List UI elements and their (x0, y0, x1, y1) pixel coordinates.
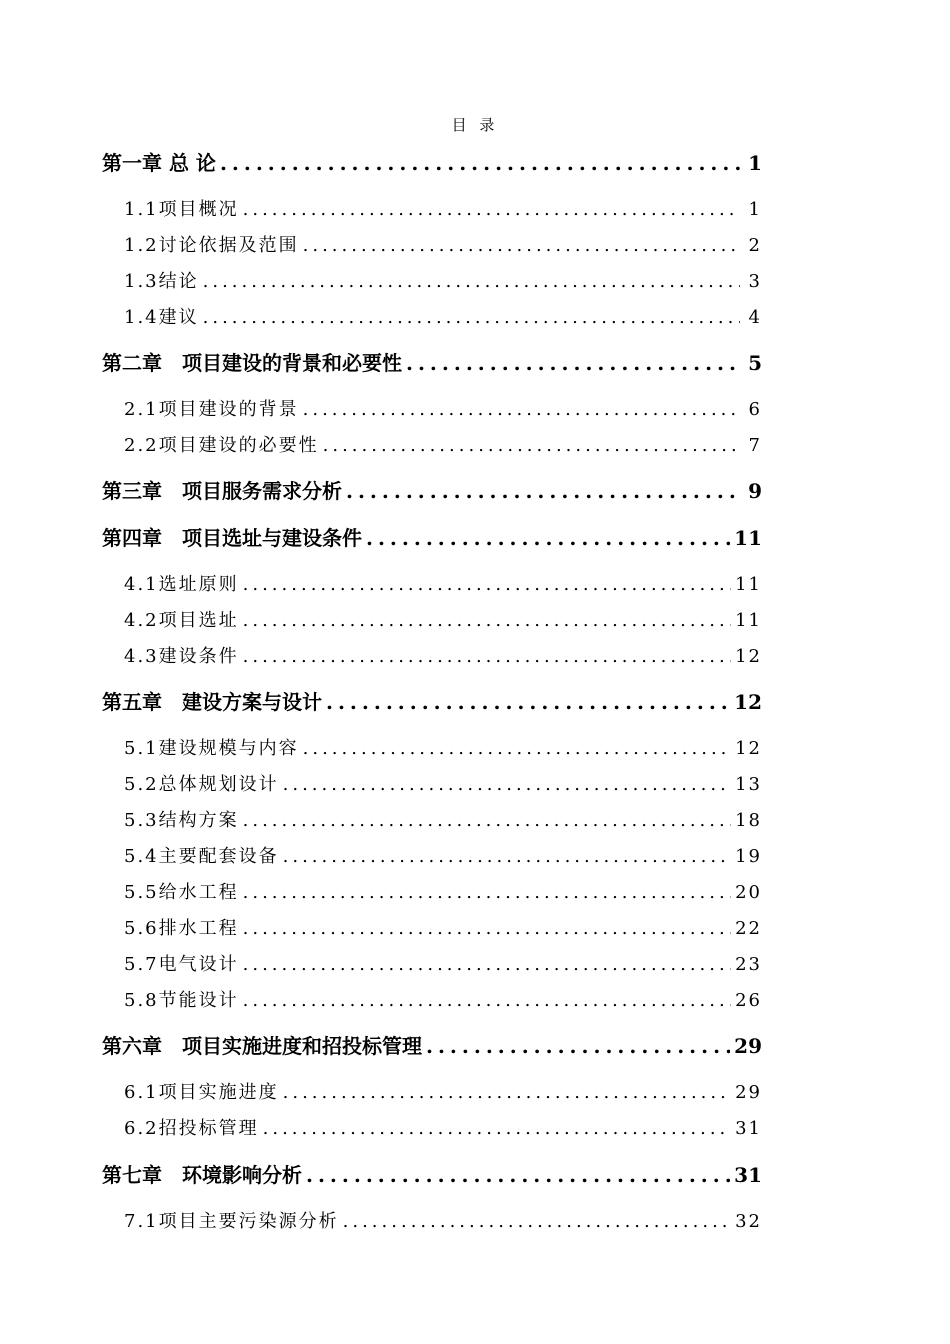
toc-entry-page: 23 (735, 954, 762, 975)
dot-leader (203, 307, 740, 328)
dot-leader (283, 774, 731, 795)
toc-entry-page: 32 (735, 1211, 762, 1232)
dot-leader (426, 1034, 730, 1058)
dot-leader (346, 479, 740, 503)
toc-entry-label: 第四章 项目选址与建设条件 (102, 526, 362, 550)
toc-entry-label: 2.2项目建设的必要性 (124, 435, 319, 456)
toc-entry-label: 5.3结构方案 (124, 810, 239, 831)
toc-entry-label: 6.2招投标管理 (124, 1118, 259, 1139)
dot-leader (220, 151, 740, 175)
toc-section-5-8[interactable] (124, 986, 762, 1012)
toc-entry-page: 26 (735, 990, 762, 1011)
toc-entry-label: 7.1项目主要污染源分析 (124, 1211, 339, 1232)
toc-chapter-5[interactable] (102, 686, 762, 715)
dot-leader (243, 882, 731, 903)
dot-leader (283, 1082, 731, 1103)
toc-entry-label: 5.6排水工程 (124, 918, 239, 939)
toc-entry-label: 5.4主要配套设备 (124, 846, 279, 867)
toc-section-1-4[interactable] (124, 303, 762, 329)
toc-entry-label: 4.3建设条件 (124, 646, 239, 667)
dot-leader (243, 610, 731, 631)
toc-section-2-1[interactable] (124, 395, 762, 421)
toc-entry-label: 第二章 项目建设的背景和必要性 (102, 351, 402, 375)
toc-section-5-6[interactable] (124, 914, 762, 940)
toc-section-7-1[interactable] (124, 1207, 762, 1233)
toc-section-2-2[interactable] (124, 431, 762, 457)
toc-section-5-3[interactable] (124, 806, 762, 832)
dot-leader (283, 846, 731, 867)
toc-chapter-6[interactable] (102, 1030, 762, 1059)
toc-entry-label: 第七章 环境影响分析 (102, 1163, 302, 1187)
toc-entry-page: 11 (735, 574, 762, 595)
toc-entry-page: 31 (734, 1163, 762, 1187)
dot-leader (243, 646, 731, 667)
toc-entry-label: 2.1项目建设的背景 (124, 399, 299, 420)
toc-entry-label: 第六章 项目实施进度和招投标管理 (102, 1034, 422, 1058)
toc-entry-page: 1 (748, 199, 762, 220)
toc-entry-label: 5.2总体规划设计 (124, 774, 279, 795)
toc-entry-page: 2 (748, 235, 762, 256)
dot-leader (243, 918, 731, 939)
toc-entry-label: 5.7电气设计 (124, 954, 239, 975)
dot-leader (366, 526, 730, 550)
toc-entry-page: 5 (748, 351, 762, 375)
dot-leader (243, 810, 731, 831)
toc-entry-page: 1 (748, 151, 762, 175)
toc-section-5-1[interactable] (124, 734, 762, 760)
dot-leader (306, 1163, 730, 1187)
toc-entry-label: 1.4建议 (124, 307, 199, 328)
toc-section-4-2[interactable] (124, 606, 762, 632)
toc-entry-page: 12 (734, 690, 762, 714)
toc-entry-label: 1.1项目概况 (124, 199, 239, 220)
toc-entry-label: 5.8节能设计 (124, 990, 239, 1011)
toc-chapter-7[interactable] (102, 1159, 762, 1188)
toc-entry-label: 5.1建设规模与内容 (124, 738, 299, 759)
toc-chapter-2[interactable] (102, 347, 762, 376)
toc-entry-page: 9 (748, 479, 762, 503)
toc-entry-label: 第五章 建设方案与设计 (102, 690, 322, 714)
toc-section-4-1[interactable] (124, 570, 762, 596)
dot-leader (263, 1118, 731, 1139)
dot-leader (326, 690, 730, 714)
dot-leader (243, 574, 731, 595)
dot-leader (303, 235, 740, 256)
toc-entry-page: 12 (735, 646, 762, 667)
dot-leader (323, 435, 740, 456)
toc-entry-label: 第三章 项目服务需求分析 (102, 479, 342, 503)
toc-entry-page: 4 (748, 307, 762, 328)
toc-entry-page: 12 (735, 738, 762, 759)
toc-chapter-4[interactable] (102, 522, 762, 551)
toc-entry-page: 20 (735, 882, 762, 903)
dot-leader (303, 399, 740, 420)
dot-leader (243, 990, 731, 1011)
dot-leader (243, 954, 731, 975)
toc-section-5-5[interactable] (124, 878, 762, 904)
toc-entry-page: 19 (735, 846, 762, 867)
toc-section-5-7[interactable] (124, 950, 762, 976)
toc-section-6-2[interactable] (124, 1114, 762, 1140)
toc-section-1-3[interactable] (124, 267, 762, 293)
toc-entry-label: 4.2项目选址 (124, 610, 239, 631)
toc-entry-page: 7 (748, 435, 762, 456)
toc-section-1-2[interactable] (124, 231, 762, 257)
toc-section-6-1[interactable] (124, 1078, 762, 1104)
toc-entry-label: 第一章 总 论 (102, 151, 216, 175)
toc-entry-page: 3 (748, 271, 762, 292)
toc-section-5-2[interactable] (124, 770, 762, 796)
toc-section-4-3[interactable] (124, 642, 762, 668)
dot-leader (243, 199, 740, 220)
toc-entry-page: 31 (735, 1118, 762, 1139)
toc-entry-page: 22 (735, 918, 762, 939)
toc-entry-page: 29 (734, 1034, 762, 1058)
toc-chapter-3[interactable] (102, 475, 762, 504)
toc-entry-page: 13 (735, 774, 762, 795)
toc-entry-page: 11 (735, 610, 762, 631)
toc-entry-page: 18 (735, 810, 762, 831)
toc-section-1-1[interactable] (124, 195, 762, 221)
toc-entry-page: 29 (735, 1082, 762, 1103)
dot-leader (203, 271, 740, 292)
toc-section-5-4[interactable] (124, 842, 762, 868)
dot-leader (303, 738, 731, 759)
toc-entry-page: 6 (748, 399, 762, 420)
dot-leader (343, 1211, 731, 1232)
toc-entry-label: 1.3结论 (124, 271, 199, 292)
toc-entry-label: 6.1项目实施进度 (124, 1082, 279, 1103)
toc-chapter-1[interactable] (102, 147, 762, 176)
toc-entry-label: 1.2讨论依据及范围 (124, 235, 299, 256)
toc-title: 目 录 (451, 116, 499, 134)
toc-entry-label: 4.1选址原则 (124, 574, 239, 595)
toc-entry-label: 5.5给水工程 (124, 882, 239, 903)
toc-entry-page: 11 (734, 526, 762, 550)
dot-leader (406, 351, 740, 375)
